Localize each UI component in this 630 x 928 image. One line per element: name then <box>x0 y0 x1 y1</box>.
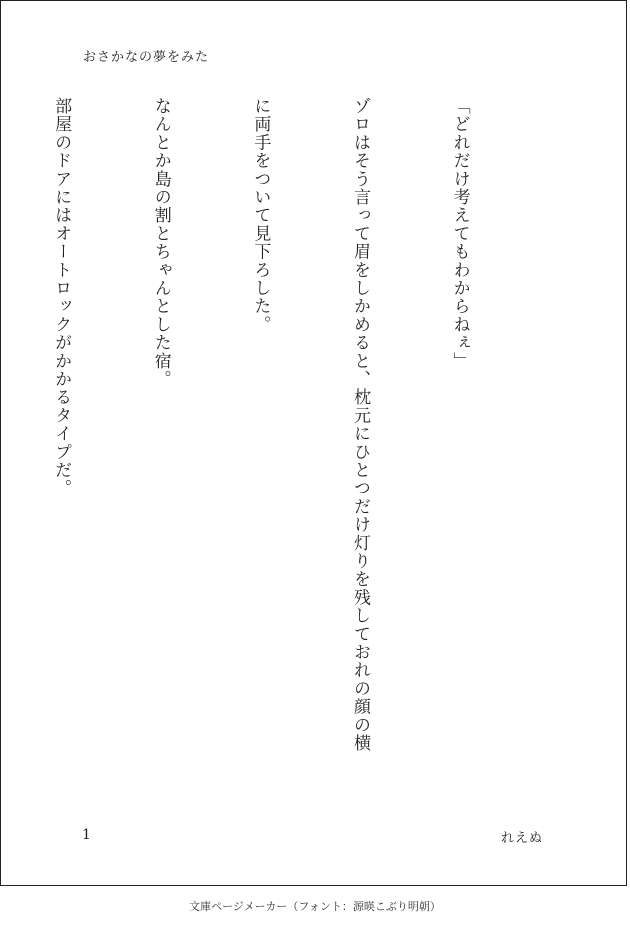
text-line: 部屋のドアにはオートロックがかかるタイプだ。 <box>51 97 72 498</box>
page-number: 1 <box>82 827 91 843</box>
text-line: ゾロはそう言って眉をしかめると、枕元にひとつだけ灯りを残しておれの顔の横 <box>349 97 370 753</box>
text-line: なんとか島の割とちゃんとした宿。 <box>150 97 171 389</box>
footer-credit: 文庫ページメーカー（フォント：源暎こぶり明朝） <box>189 900 441 913</box>
text-line: 「どれだけ考えてもわからねぇ」 <box>449 97 470 370</box>
author-name: れえぬ <box>501 831 544 846</box>
page-title: おさかなの夢をみた <box>83 50 210 65</box>
text-line: に両手をついて見下ろした。 <box>250 97 271 334</box>
body-text <box>0 97 542 797</box>
